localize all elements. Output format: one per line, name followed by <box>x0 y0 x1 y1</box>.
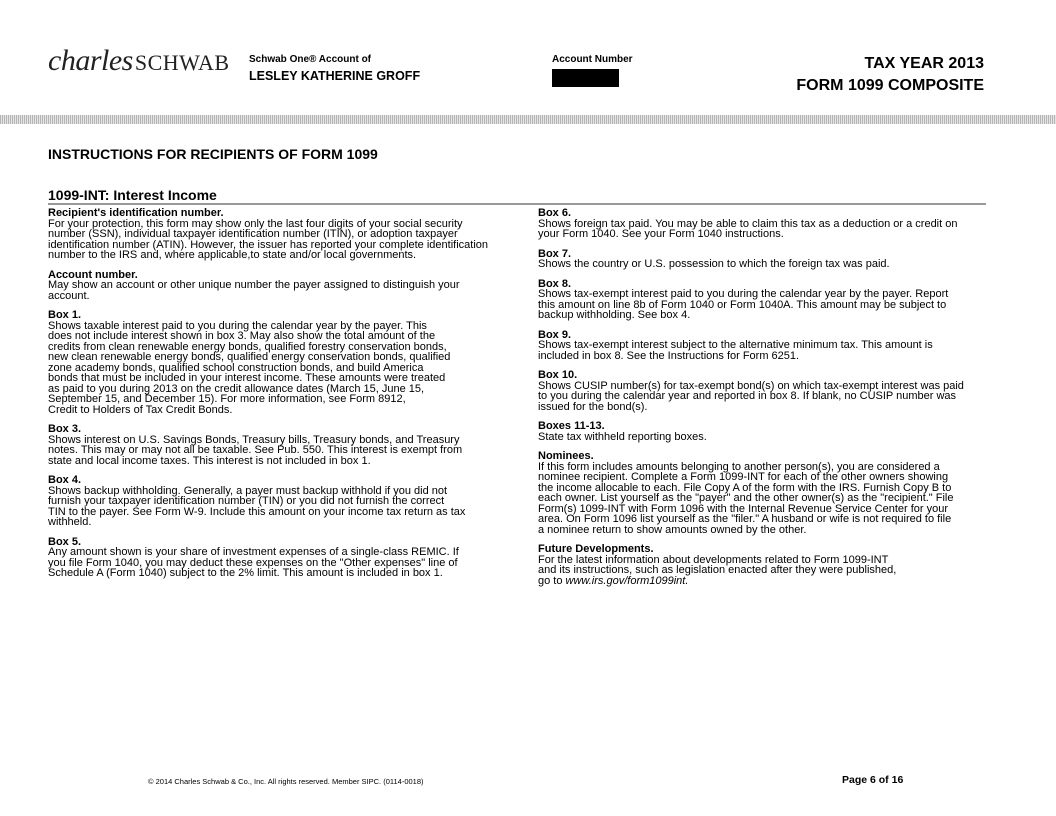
text-line: each owner. List yourself as the "payer" and the other owner(s) as the "recipient." File <box>538 492 954 504</box>
left-column <box>48 208 532 588</box>
text-line: Shows tax-exempt interest subject to the alternative minimum tax. This amount is <box>538 339 933 351</box>
text-line: nominee recipient. Complete a Form 1099-INT for each of the other owners showing <box>538 471 949 483</box>
copyright-footer: © 2014 Charles Schwab & Co., Inc. All rights reserved. Member SIPC. (0114-0018) <box>148 777 424 786</box>
schwab-logo <box>48 44 230 78</box>
text-line: furnish your taxpayer identification number (TIN) or you did not furnish the correct <box>48 495 445 507</box>
account-number-label: Account Number <box>552 54 633 65</box>
text-line: backup withholding. See box 4. <box>538 309 691 321</box>
logo-script-text: charles <box>48 44 133 77</box>
goto-prefix: go to <box>538 574 566 587</box>
instruction-section <box>538 330 1008 362</box>
text-line: you file Form 1040, you may deduct these expenses on the "Other expenses" line of <box>48 556 458 569</box>
text-line: number to the IRS and, where applicable,to state and/or local governments. <box>48 249 417 261</box>
text-line: the income allocable to each. File Copy A of the form with the IRS. Furnish Copy B to <box>538 481 952 494</box>
section-heading: Boxes 11-13. <box>538 420 605 432</box>
logo-brand-text: SCHWAB <box>134 50 230 75</box>
form-title: FORM 1099 COMPOSITE <box>796 77 984 94</box>
text-line: number (SSN), individual taxpayer identification number (ITIN), or adoption taxpayer <box>48 228 458 240</box>
text-line: Schedule A (Form 1040) subject to the 2% limit. This amount is included in box 1. <box>48 567 443 579</box>
text-line: For your protection, this form may show only the last four digits of your social security <box>48 217 463 230</box>
text-line: included in box 8. See the Instructions for Form 6251. <box>538 349 800 362</box>
section-heading: Box 8. <box>538 277 572 290</box>
text-line: For the latest information about developments related to Form 1099-INT <box>538 553 889 566</box>
text-line: notes. This may or may not all be taxable. See Pub. 550. This interest is exempt from <box>48 444 463 456</box>
header-divider-band <box>0 115 1056 124</box>
text-line: zone academy bonds, qualified school construction bonds, and build America <box>48 361 424 374</box>
section-heading: Account number. <box>48 268 138 281</box>
instruction-section <box>538 370 1008 412</box>
text-line: this amount on line 8b of Form 1040 or Form 1040A. This amount may be subject to <box>538 298 947 311</box>
section-heading: Box 4. <box>48 474 82 486</box>
section-heading: Nominees. <box>538 450 594 462</box>
instruction-section <box>48 475 532 528</box>
account-number-block <box>552 54 633 87</box>
section-rule <box>48 203 986 205</box>
text-line: to you during the calendar year and reported in box 8. If blank, no CUSIP number was <box>538 390 957 402</box>
text-line: new clean renewable energy bonds, qualified energy conservation bonds, qualified <box>48 351 451 363</box>
section-heading: Box 7. <box>538 247 572 260</box>
text-line: Shows the country or U.S. possession to which the foreign tax was paid. <box>538 258 890 270</box>
text-line: Credit to Holders of Tax Credit Bonds. <box>48 403 233 416</box>
text-line <box>538 576 1008 587</box>
text-line: account. <box>48 289 90 302</box>
text-line: state and local income taxes. This interest is not included in box 1. <box>48 454 371 467</box>
text-line: identification number (ATIN). However, the issuer has reported your complete identification <box>48 238 489 251</box>
text-line: Shows taxable interest paid to you during the calendar year by the payer. This <box>48 319 427 332</box>
tax-year: TAX YEAR 2013 <box>864 55 984 72</box>
text-line: does not include interest shown in box 3. May also show the total amount of the <box>48 330 436 342</box>
text-line: area. On Form 1096 list yourself as the "filer." A husband or wife is not required to file <box>538 513 952 525</box>
text-line: a nominee return to show amounts owned by the other. <box>538 523 807 536</box>
instruction-section <box>48 270 532 302</box>
instruction-section <box>538 544 1008 586</box>
text-line: withheld. <box>48 516 92 528</box>
text-line: If this form includes amounts belonging to another person(s), you are considered a <box>538 460 940 473</box>
page-number: Page 6 of 16 <box>842 774 904 786</box>
section-heading: Box 1. <box>48 309 82 321</box>
text-line: credits from clean renewable energy bonds, qualified forestry conservation bonds, <box>48 340 447 353</box>
account-number-redaction <box>552 69 619 87</box>
text-line: State tax withheld reporting boxes. <box>538 430 707 443</box>
account-of-label: Schwab One® Account of <box>249 54 372 65</box>
instruction-section <box>48 208 532 261</box>
account-holder-name: LESLEY KATHERINE GROFF <box>249 69 421 83</box>
section-heading: Box 6. <box>538 207 572 219</box>
instruction-section <box>48 537 532 579</box>
text-line: as paid to you during 2013 on the credit allowance dates (March 15, June 15, <box>48 382 425 395</box>
text-line: Shows foreign tax paid. You may be able to claim this tax as a deduction or a credit on <box>538 217 958 230</box>
text-line: and its instructions, such as legislation enacted after they were published, <box>538 564 897 576</box>
section-heading: Future Developments. <box>538 543 654 555</box>
text-line: Shows CUSIP number(s) for tax-exempt bond(s) on which tax-exempt interest was paid <box>538 379 964 392</box>
instruction-section <box>538 249 1008 270</box>
irs-link[interactable]: www.irs.gov/form1099int. <box>565 574 689 587</box>
instruction-section <box>48 424 532 466</box>
text-line: your Form 1040. See your Form 1040 instructions. <box>538 228 784 240</box>
page-title: INSTRUCTIONS FOR RECIPIENTS OF FORM 1099 <box>48 146 378 162</box>
text-line: Any amount shown is your share of investment expenses of a single-class REMIC. If <box>48 546 459 558</box>
text-line: TIN to the payer. See Form W-9. Include this amount on your income tax return as tax <box>48 505 466 518</box>
right-column <box>538 208 1008 595</box>
text-line: May show an account or other unique number the payer assigned to distinguish your <box>48 279 460 291</box>
tax-year-block <box>796 53 984 97</box>
section-title: 1099-INT: Interest Income <box>48 187 217 203</box>
text-line: bonds that must be included in your interest income. These amounts were treated <box>48 372 446 384</box>
text-line: Shows backup withholding. Generally, a payer must backup withhold if you did not <box>48 484 448 497</box>
instruction-section <box>48 310 532 415</box>
text-line: September 15, and December 15). For more information, see Form 8912, <box>48 393 406 405</box>
text-line: Form(s) 1099-INT with Form 1096 with the Internal Revenue Service Center for your <box>538 502 949 515</box>
text-line: issued for the bond(s). <box>538 400 648 413</box>
section-heading: Box 5. <box>48 535 82 548</box>
account-holder-block <box>249 54 420 83</box>
section-heading: Box 9. <box>538 328 572 341</box>
instruction-section <box>538 208 1008 240</box>
instruction-section <box>538 421 1008 442</box>
section-heading: Box 3. <box>48 423 82 435</box>
section-heading: Box 10. <box>538 369 578 381</box>
section-heading: Recipient's identification number. <box>48 207 224 219</box>
text-line: Shows tax-exempt interest paid to you during the calendar year by the payer. Report <box>538 288 949 300</box>
instruction-section <box>538 451 1008 535</box>
text-line: Shows interest on U.S. Savings Bonds, Treasury bills, Treasury bonds, and Treasury <box>48 433 460 446</box>
instruction-section <box>538 279 1008 321</box>
